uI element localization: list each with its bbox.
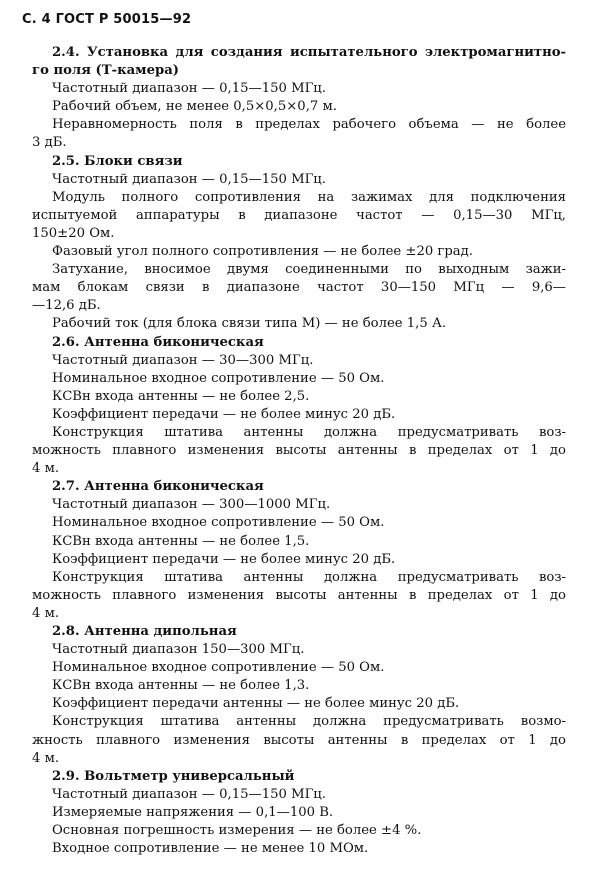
- section-2-5-attenuation-end: —12,6 дБ.: [32, 298, 101, 314]
- section-2-8-gain: Коэффициент передачи антенны — не более минус 20 дБ.: [52, 696, 460, 712]
- section-2-8-frequency: Частотный диапазон 150—300 МГц.: [52, 642, 305, 658]
- section-2-9-input-resistance: Входное сопротивление — не менее 10 МОм.: [52, 841, 369, 857]
- section-2-5-impedance: Модуль полного сопротивления на зажимах для подключения: [52, 189, 566, 205]
- section-2-5-attenuation: Затухание, вносимое двумя соединенными по выходным зажи-: [52, 262, 566, 278]
- section-2-7-vswr: КСВн входа антенны — не более 1,5.: [52, 533, 310, 549]
- section-2-7-tripod-cont: можность плавного изменения высоты антенны в пределах от 1 до: [32, 587, 566, 603]
- section-2-8-tripod-end: 4 м.: [32, 750, 60, 766]
- section-2-7-gain: Коэффициент передачи — не более минус 20 дБ.: [52, 551, 396, 567]
- section-2-4-frequency: Частотный диапазон — 0,15—150 МГц.: [52, 81, 326, 97]
- section-2-4-uniformity: Неравномерность поля в пределах рабочего объема — не более: [52, 117, 566, 133]
- section-2-6-impedance: Номинальное входное сопротивление — 50 Ом.: [52, 370, 385, 386]
- section-2-5-frequency: Частотный диапазон — 0,15—150 МГц.: [52, 171, 326, 187]
- section-2-6-vswr: КСВн входа антенны — не более 2,5.: [52, 388, 310, 404]
- section-2-8-tripod: Конструкция штатива антенны должна предусматривать возмо-: [52, 714, 566, 730]
- section-2-5-phase-angle: Фазовый угол полного сопротивления — не более ±20 град.: [52, 244, 473, 260]
- section-2-5-impedance-cont: испытуемой аппаратуры в диапазоне частот — 0,15—30 МГц,: [32, 207, 566, 223]
- section-2-6-frequency: Частотный диапазон — 30—300 МГц.: [52, 352, 314, 368]
- section-2-8-impedance: Номинальное входное сопротивление — 50 Ом.: [52, 660, 385, 676]
- section-2-7-impedance: Номинальное входное сопротивление — 50 Ом.: [52, 515, 385, 531]
- document-body: [32, 44, 566, 858]
- section-2-4-heading-cont: го поля (Т-камера): [32, 63, 179, 79]
- section-2-8-heading: 2.8. Антенна дипольная: [52, 624, 237, 639]
- section-2-4-heading: 2.4. Установка для создания испытательного электромагнитно-: [52, 45, 566, 60]
- section-2-9-heading: 2.9. Вольтметр универсальный: [52, 768, 295, 784]
- section-2-9-voltage: Измеряемые напряжения — 0,1—100 В.: [52, 804, 334, 820]
- section-2-5-current: Рабочий ток (для блока связи типа М) — не более 1,5 А.: [52, 316, 447, 332]
- section-2-6-gain: Коэффициент передачи — не более минус 20 дБ.: [52, 406, 396, 422]
- page-header: С. 4 ГОСТ Р 50015—92: [22, 12, 192, 27]
- section-2-5-impedance-end: 150±20 Ом.: [32, 225, 115, 241]
- section-2-7-frequency: Частотный диапазон — 300—1000 МГц.: [52, 497, 331, 513]
- section-2-6-heading: 2.6. Антенна биконическая: [52, 334, 264, 350]
- section-2-9-accuracy: Основная погрешность измерения — не более ±4 %.: [52, 823, 422, 839]
- section-2-6-tripod-cont: можность плавного изменения высоты антенны в пределах от 1 до: [32, 443, 566, 459]
- section-2-5-attenuation-cont: мам блокам связи в диапазоне частот 30—150 МГц — 9,6—: [32, 280, 566, 296]
- section-2-6-tripod-end: 4 м.: [32, 461, 60, 477]
- section-2-7-tripod-end: 4 м.: [32, 605, 60, 621]
- section-2-7-heading: 2.7. Антенна биконическая: [52, 479, 264, 495]
- section-2-4-uniformity-cont: 3 дБ.: [32, 135, 67, 151]
- section-2-7-tripod: Конструкция штатива антенны должна предусматривать воз-: [52, 569, 566, 585]
- section-2-8-tripod-cont: жность плавного изменения высоты антенны в пределах от 1 до: [32, 732, 566, 748]
- section-2-8-vswr: КСВн входа антенны — не более 1,3.: [52, 678, 310, 694]
- section-2-6-tripod: Конструкция штатива антенны должна предусматривать воз-: [52, 424, 566, 440]
- section-2-5-heading: 2.5. Блоки связи: [52, 153, 183, 169]
- section-2-9-frequency: Частотный диапазон — 0,15—150 МГц.: [52, 786, 326, 802]
- section-2-4-volume: Рабочий объем, не менее 0,5×0,5×0,7 м.: [52, 99, 337, 115]
